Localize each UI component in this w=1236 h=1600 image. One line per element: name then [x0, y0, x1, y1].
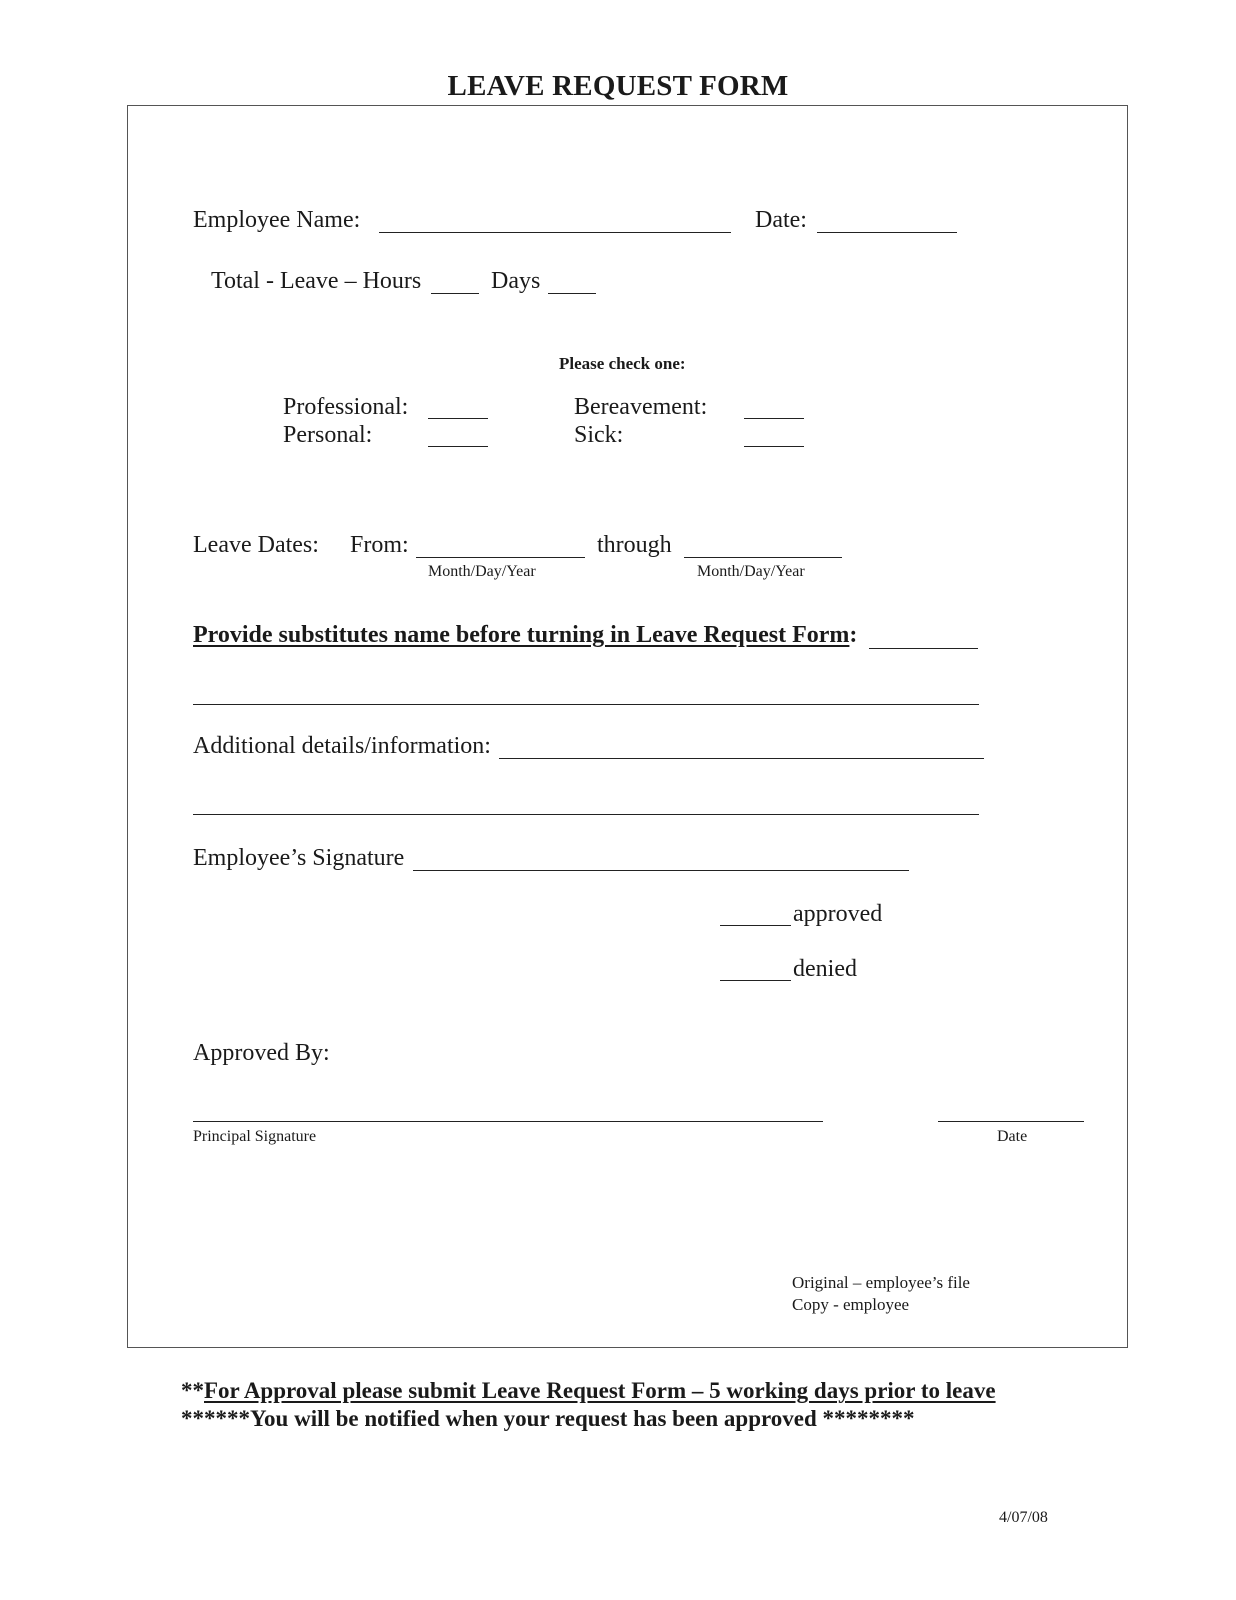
additional-details-field-line2[interactable] [193, 814, 979, 815]
professional-label: Professional: [283, 394, 409, 420]
denied-label: denied [793, 956, 857, 982]
principal-date-field[interactable] [938, 1121, 1084, 1122]
leave-dates-label: Leave Dates: [193, 532, 319, 558]
distribution-original: Original – employee’s file [792, 1273, 970, 1292]
date-label: Date: [755, 207, 807, 233]
personal-checkbox[interactable] [428, 446, 488, 447]
employee-signature-label: Employee’s Signature [193, 845, 405, 871]
principal-signature-caption: Principal Signature [193, 1128, 317, 1145]
approval-notice [181, 1378, 996, 1404]
additional-details-label: Additional details/information: [193, 733, 491, 759]
version-date: 4/07/08 [999, 1509, 1048, 1526]
approved-by-label: Approved By: [193, 1040, 330, 1066]
sick-checkbox[interactable] [744, 446, 804, 447]
approval-notice-text: For Approval please submit Leave Request Form – 5 working days prior to leave [204, 1378, 996, 1403]
additional-details-field[interactable] [499, 758, 984, 759]
approval-notice-prefix: ** [181, 1378, 204, 1403]
days-field[interactable] [548, 293, 596, 294]
total-leave-hours-label: Total - Leave – Hours [211, 268, 422, 294]
approved-checkbox[interactable] [720, 925, 791, 926]
sick-label: Sick: [574, 422, 624, 448]
principal-date-caption: Date [997, 1128, 1028, 1145]
personal-label: Personal: [283, 422, 373, 448]
substitute-colon: : [849, 622, 858, 648]
bereavement-label: Bereavement: [574, 394, 708, 420]
substitute-name-field[interactable] [869, 648, 978, 649]
professional-checkbox[interactable] [428, 418, 488, 419]
form-title: LEAVE REQUEST FORM [447, 70, 789, 102]
bereavement-checkbox[interactable] [744, 418, 804, 419]
substitute-instructions [193, 622, 857, 649]
denied-checkbox[interactable] [720, 980, 791, 981]
substitute-label: Provide substitutes name before turning in Leave Request Form [193, 622, 850, 648]
employee-name-label: Employee Name: [193, 207, 361, 233]
principal-signature-field[interactable] [193, 1121, 823, 1122]
from-date-field[interactable] [416, 557, 585, 558]
hours-field[interactable] [431, 293, 479, 294]
notification-notice: ******You will be notified when your request has been approved ******** [181, 1406, 915, 1431]
approved-label: approved [793, 901, 883, 927]
through-date-format: Month/Day/Year [697, 563, 805, 580]
days-label: Days [491, 268, 541, 294]
employee-signature-field[interactable] [413, 870, 909, 871]
from-label: From: [350, 532, 409, 558]
substitute-name-field-line2[interactable] [193, 704, 979, 705]
check-one-label: Please check one: [559, 354, 686, 373]
from-date-format: Month/Day/Year [428, 563, 536, 580]
employee-name-field[interactable] [379, 232, 731, 233]
through-date-field[interactable] [684, 557, 842, 558]
date-field[interactable] [817, 232, 957, 233]
distribution-copy: Copy - employee [792, 1295, 910, 1314]
through-label: through [597, 532, 672, 558]
